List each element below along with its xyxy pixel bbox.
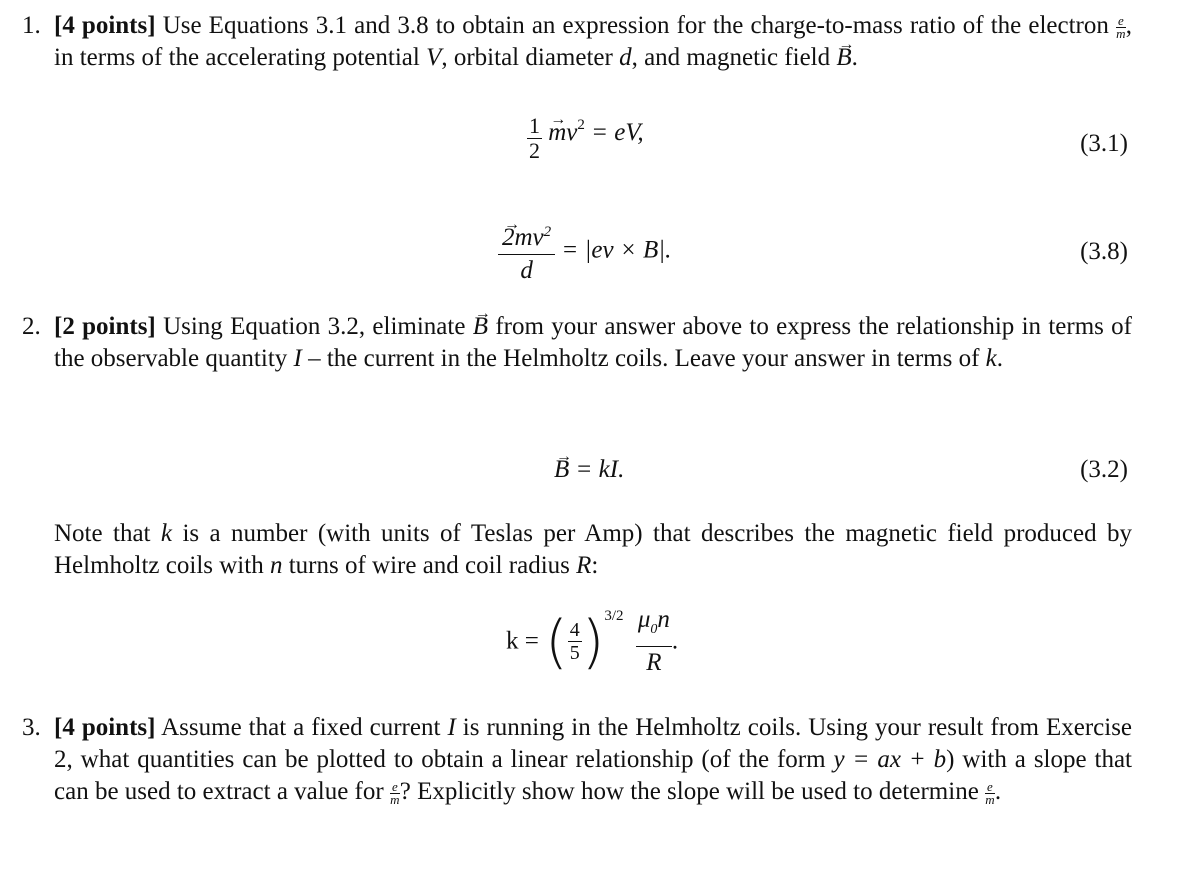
e-over-m-fraction: $\frac{e}{m}$ xyxy=(985,778,995,807)
question-2 xyxy=(22,311,1132,375)
question-number: 3. xyxy=(22,714,41,741)
one-half-fraction: $\frac{1}{2}$ xyxy=(529,113,540,163)
e-over-m-fraction: $\frac{e}{m}$ xyxy=(1116,12,1126,41)
equation-fraction: → $\frac{2mv^2}{d}$ xyxy=(498,216,555,287)
question-text: [2 points] Using Equation 3.2, eliminate → B from your answer above to express the relationship in terms of the observable quantity I – the current in the Helmholtz coils. Leave your answer in terms of k. xyxy=(54,311,1132,375)
question-3 xyxy=(22,712,1132,808)
question-text: [4 points] Use Equations 3.1 and 3.8 to obtain an expression for the charge-to-mass ratio of the electron $\frac{e}{m}$ , in terms of the accelerating potential V, orbital diameter d, and magnetic field → B. xyxy=(54,10,1132,74)
equation-label: (3.8) xyxy=(1080,238,1128,265)
question-1 xyxy=(22,10,1132,74)
points-label: [4 points] xyxy=(54,12,156,39)
e-over-m-fraction: $\frac{e}{m}$ xyxy=(390,778,400,807)
question-text: [4 points] Assume that a fixed current I is running in the Helmholtz coils. Using your result from Exercise 2, what quantities can be plotted to obtain a linear relationship (of the form y = ax + b) with a slope that can be used to extract a value for $\frac{e}{m}$ ? Explicitly show how the slope will be used to determine $\frac{e}{m}$ . xyxy=(54,714,1133,807)
equation-label: (3.1) xyxy=(1080,130,1128,157)
note-paragraph xyxy=(22,518,1132,582)
question-number: 2. xyxy=(22,313,41,340)
question-number: 1. xyxy=(22,12,41,39)
points-label: [2 points] xyxy=(54,313,156,340)
equation-label: (3.2) xyxy=(1080,456,1128,483)
points-label: [4 points] xyxy=(54,714,156,741)
note-text: Note that k is a number (with units of Teslas per Amp) that describes the magnetic field produced by Helmholtz coils with n turns of wire and coil radius R: xyxy=(54,520,1133,579)
